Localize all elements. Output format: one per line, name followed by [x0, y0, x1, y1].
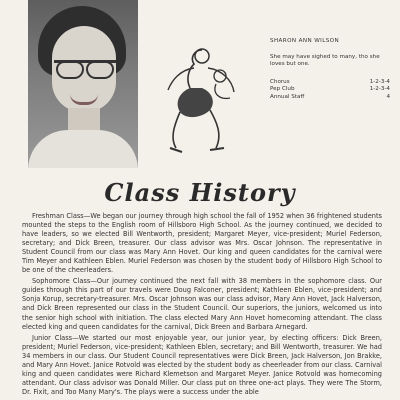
history-paragraph: Sophomore Class—Our journey continued the next fall with 38 members in the sophomore class. Our guides through this part of our travels were Doug Falconer, president; Kathleen Eblen, vice-president; and Sonja Korup, secretary-treasurer. Mrs. Oscar Johnson was our class advisor, Mary Ann Hovet, Jack Halverson, and Dick Breen represented our class in the Student Council. Our superiors, the juniors, welcomed us into the senior high school with initiation. The class elected Mary Ann Hovet homecoming attendant. The class elected king and queen candidates for the carnival, Dick Breen and Barbara Arnegard. — [22, 277, 382, 331]
activity-label: Chorus — [270, 78, 290, 85]
activities-list — [270, 79, 390, 102]
student-portrait — [28, 0, 138, 168]
history-paragraph: Freshman Class—We began our journey through high school the fall of 1952 when 36 frightened students mounted the steps to the English room of Hillsboro High School. As the journey continued, we decided to have leaders, so we elected Bill Wentworth, president; Margaret Meyer, vice-president; Muriel Federson, secretary; and Dick Breen, treasurer. Our class advisor was Mrs. Oscar Johnson. The representative in Student Council from our class was Mary Ann Hovet. Our king and queen candidates for the carnival were Tim Meyer and Kathleen Eblen. Muriel Federson was chosen by the student body of Hillsboro High School to be one of the cheerleaders. — [22, 212, 382, 275]
student-name: SHARON ANN WILSON — [270, 38, 340, 44]
portrait-glasses — [54, 60, 116, 79]
student-quote: She may have sighed to many, tho she loves but one. — [270, 53, 380, 67]
activity-row — [270, 79, 390, 87]
history-paragraph: Junior Class—We started our most enjoyable year, our junior year, by electing officers: Dick Breen, president; Muriel Federson, vice-president; Kathleen Eblen, secretary; and Bill Wentworth, treasurer. We had 34 members in our class. Our Student Council representatives were Dick Breen, Jack Halverson, Jon Brakke, and Mary Ann Hovet. Janice Rotvold was elected by the student body as cheerleader from our class. Carnival king and queen candidates were Richard Klemetson and Margaret Meyer. Janice Rotvold was homecoming attendant. Our class advisor was Donald Miller. Our class put on three one-act plays. They were The Storm, Dr. Fixit, and Too Many Mary's. The plays were a success under the able — [22, 333, 382, 396]
student-info — [270, 38, 390, 101]
activity-years: 1-2-3-4 — [369, 78, 390, 85]
activity-row — [270, 94, 390, 102]
activity-label: Pep Club — [270, 86, 295, 92]
activity-years: 4 — [386, 93, 390, 100]
activity-years: 1-2-3-4 — [369, 86, 390, 92]
section-title: Class History — [104, 178, 296, 207]
activity-label: Annual Staff — [270, 93, 305, 100]
class-history-text — [22, 212, 382, 399]
cartoon-illustration — [150, 40, 250, 160]
portrait-dress — [28, 130, 138, 168]
activity-row — [270, 86, 390, 94]
